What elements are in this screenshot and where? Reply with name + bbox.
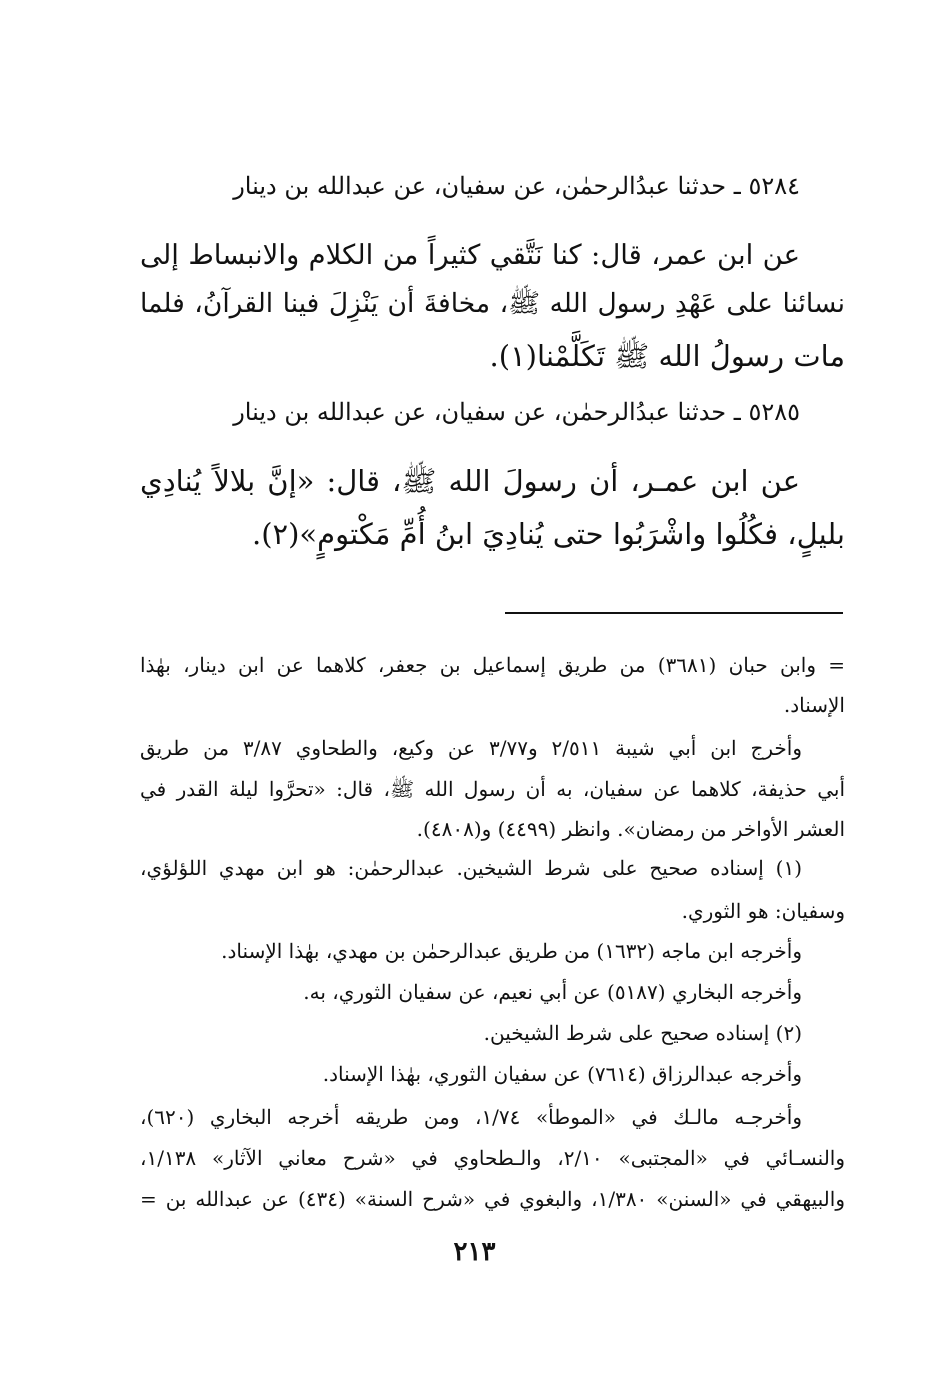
hadith-5285-line-1: عن ابن عمـر، أن رسولَ الله ﷺ، قال: «إنَّ بلالاً يُنادِي [140,464,800,498]
footnote-line-10: (٢) إسناده صحيح على شرط الشيخين. [483,1021,802,1045]
hadith-5285-chain: ٥٢٨٥ ـ حدثنا عبدُالرحمٰن، عن سفيان، عن عبدالله بن دينار [233,398,800,426]
page-number: ٢١٣ [453,1237,496,1267]
footnote-line-2: الإسناد. [783,693,845,717]
footnote-line-6: (١) إسناده صحيح على شرط الشيخين. عبدالرحمٰن: هو ابن مهدي اللؤلؤي، [140,856,802,880]
footnote-line-7: وسفيان: هو الثوري. [681,899,845,923]
footnote-separator [505,612,843,614]
footnote-line-14: والبيهقي في «السنن» ١/٣٨٠، والبغوي في «شرح السنة» (٤٣٤) عن عبدالله بن = [140,1187,845,1211]
footnote-line-4: أبي حذيفة، كلاهما عن سفيان، به أن رسول الله ﷺ، قال: «تحرَّوا ليلة القدر في [140,777,845,801]
footnote-line-5: العشر الأواخر من رمضان». وانظر (٤٤٩٩) و(٤٨٠٨). [416,817,845,841]
hadith-5284-line-2: نسائنا على عَهْدِ رسول الله ﷺ، مخافةَ أن يَنْزِلَ فينا القرآنُ، فلما [140,288,845,319]
hadith-5284-line-1: عن ابن عمر، قال: كنا نَتَّقي كثيراً من الكلام والانبساط إلى [140,239,800,271]
hadith-5284-line-3: مات رسولُ الله ﷺ تَكَلَّمْنا(١). [489,339,845,373]
footnote-line-1: = وابن حبان (٣٦٨١) من طريق إسماعيل بن جعفر، كلاهما عن ابن دينار، بهٰذا [140,653,845,677]
footnote-line-8: وأخرجه ابن ماجه (١٦٣٢) من طريق عبدالرحمٰن بن مهدي، بهٰذا الإسناد. [221,939,802,963]
footnote-line-9: وأخرجه البخاري (٥١٨٧) عن أبي نعيم، عن سفيان الثوري، به. [303,980,802,1004]
hadith-5284-chain: ٥٢٨٤ ـ حدثنا عبدُالرحمٰن، عن سفيان، عن عبدالله بن دينار [233,172,800,200]
hadith-5285-line-2: بليلٍ، فكُلُوا واشْرَبُوا حتى يُنادِيَ ابنُ أُمِّ مَكْتومٍ»(٢). [251,517,845,551]
footnote-line-3: وأخرج ابن أبي شيبة ٢/٥١١ و٣/٧٧ عن وكيع، والطحاوي ٣/٨٧ من طريق [140,736,802,760]
footnote-line-13: والنسـائي في «المجتبى» ٢/١٠، والـطحاوي في «شرح معاني الآثار» ١/١٣٨، [140,1146,845,1170]
footnote-line-11: وأخرجه عبدالرزاق (٧٦١٤) عن سفيان الثوري، بهٰذا الإسناد. [322,1062,802,1086]
footnote-line-12: وأخرجـه مالـك في «الموطأ» ١/٧٤، ومن طريقه أخرجه البخاري (٦٢٠)، [140,1105,802,1129]
